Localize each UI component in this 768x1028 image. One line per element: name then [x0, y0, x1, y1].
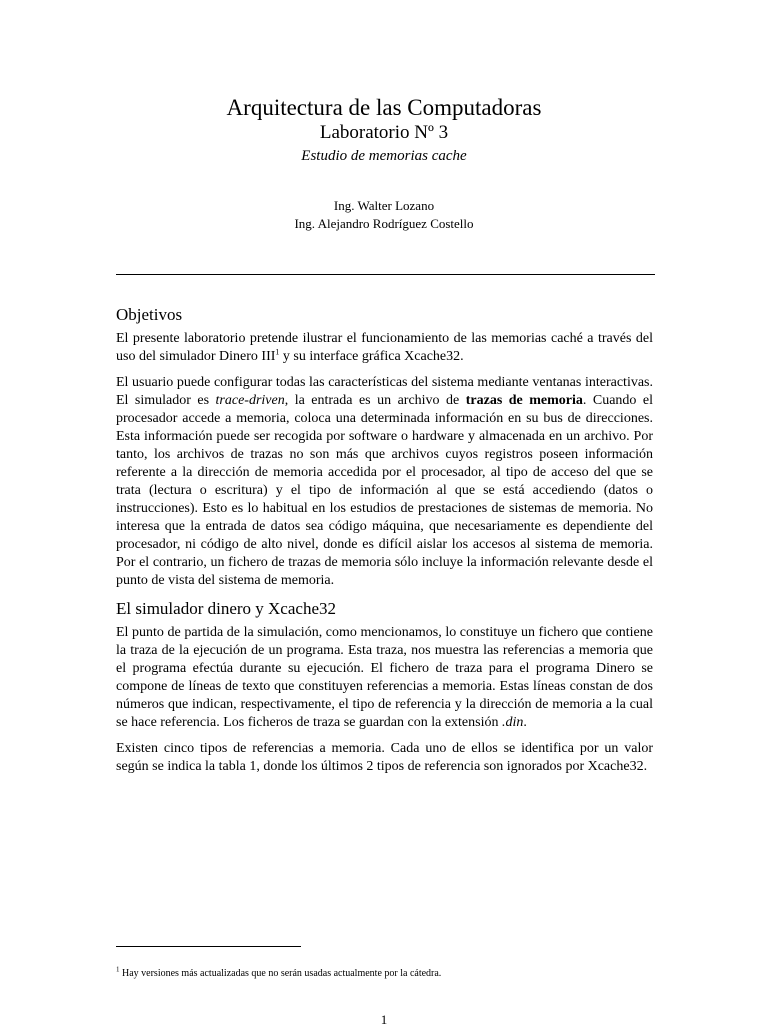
- emphasis-text: .din: [501, 715, 524, 730]
- footnote-text: Hay versiones más actualizadas que no serán usadas actualmente por la cátedra.: [119, 968, 442, 979]
- emphasis-text: trace-driven: [215, 393, 285, 408]
- paragraph-simulador-1: [116, 624, 653, 732]
- footnote-divider: [116, 946, 301, 947]
- header-divider: [116, 274, 655, 275]
- document-subtitle: Laboratorio Nº 3: [319, 122, 449, 143]
- paragraph-simulador-2: Existen cinco tipos de referencias a memoria. Cada uno de ellos se identifica por un valor según se indica la tabla 1, donde los últimos 2 tipos de referencia son ignorados por Xcache32.: [116, 741, 653, 774]
- paragraph-text: El punto de partida de la simulación, como mencionamos, lo constituye un fichero que contiene la traza de la ejecución de un programa. Esta traza, nos muestra las referencias a memoria que el programa efectúa durante su ejecución. El fichero de traza para el programa Dinero se compone de líneas de texto que constituyen referencias a memoria. Estas líneas constan de dos números que indican, respectivamente, el tipo de referencia y la dirección de memoria a la cual se hace referencia. Los ficheros de traza se guardan con la extensión: [116, 625, 653, 730]
- document-body: [116, 304, 653, 784]
- paragraph-text: .: [523, 715, 527, 730]
- paragraph-objetivos-1: [116, 330, 653, 366]
- section-heading-objetivos: Objetivos: [116, 305, 183, 324]
- section-heading-simulador: El simulador dinero y Xcache32: [116, 599, 336, 618]
- paragraph-text: y su interface gráfica Xcache32.: [279, 349, 464, 364]
- document-title: Arquitectura de las Computadoras: [226, 95, 542, 120]
- document-topic: Estudio de memorias cache: [301, 148, 467, 164]
- author-2: Ing. Alejandro Rodríguez Costello: [294, 216, 474, 231]
- bold-text: trazas de memoria: [465, 393, 583, 408]
- paragraph-text: , la entrada es un archivo de: [284, 393, 466, 408]
- footnote: [116, 967, 653, 981]
- paragraph-text: El usuario puede configurar todas las características del sistema mediante ventanas interactivas. El simulador es: [116, 375, 653, 408]
- page-number: 1: [380, 1012, 388, 1027]
- paragraph-text: . Cuando el procesador accede a memoria, coloca una determinada información en su bus de direcciones. Esta información puede ser recogida por software o hardware y almacenada en un archivo. Por tanto, los archivos de trazas no son más que archivos cuyos registros poseen información referente a la dirección de memoria accedida por el procesador, al tipo de acceso del que se trata (lectura o escritura) y el tipo de información al que se está accediendo (datos o instrucciones). Esto es lo habitual en los estudios de prestaciones de sistemas de memoria. No interesa que la entrada de datos sea código máquina, que necesariamente es dependiente del procesador, ni código de alto nivel, donde es difícil aislar los accesos al sistema de memoria. Por el contrario, un fichero de trazas de memoria sólo incluye la información relevante desde el punto de vista del sistema de memoria.: [116, 393, 653, 588]
- footnote-mark: 1: [116, 965, 120, 974]
- footnote-reference[interactable]: 1: [275, 347, 280, 357]
- paragraph-text: El presente laboratorio pretende ilustrar el funcionamiento de las memorias caché a través del uso del simulador Dinero III: [116, 331, 653, 364]
- author-1: Ing. Walter Lozano: [333, 198, 435, 213]
- paragraph-objetivos-2: [116, 374, 653, 590]
